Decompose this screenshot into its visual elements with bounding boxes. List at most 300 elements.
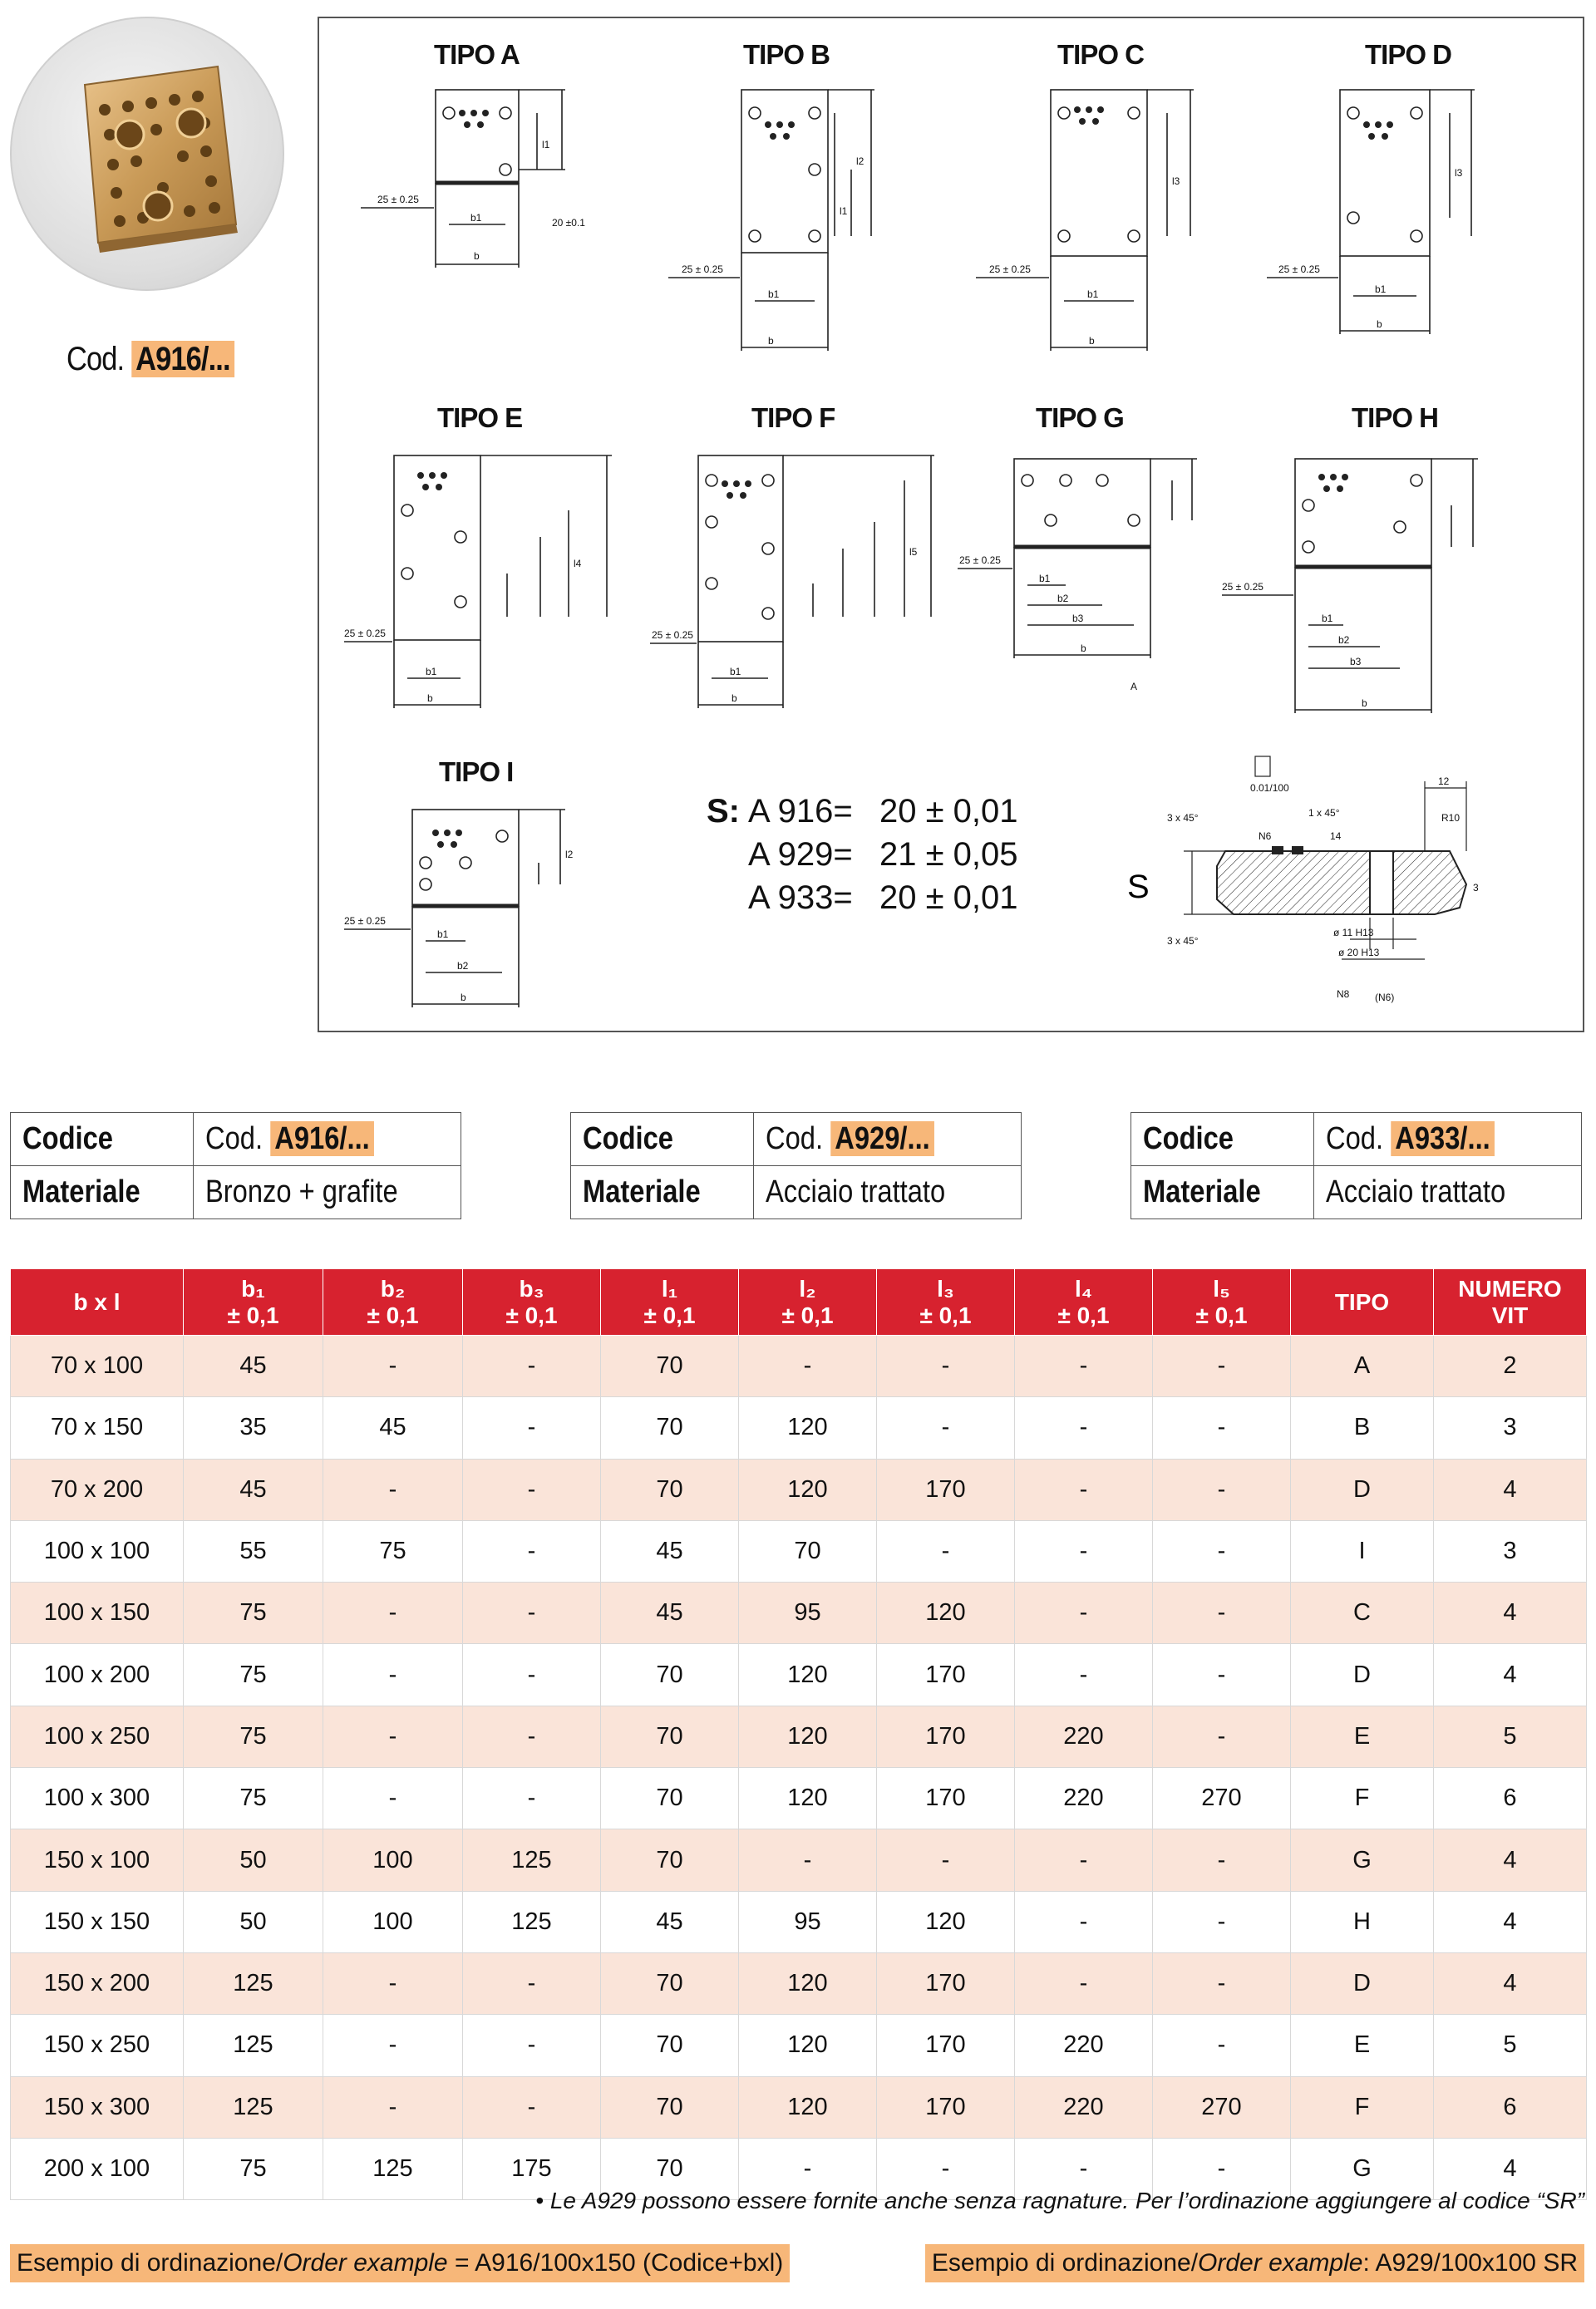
title-tipo-d: TIPO D	[1365, 39, 1452, 70]
table-cell: -	[1015, 1459, 1153, 1520]
code-value: A916/...	[270, 1121, 374, 1156]
table-cell: -	[1015, 1644, 1153, 1706]
header-bottom: ± 0,1	[781, 1302, 834, 1328]
dim-b-b: b	[768, 335, 774, 347]
table-cell: 70	[739, 1520, 877, 1582]
dim-b-d: b	[1377, 318, 1382, 330]
header-top: l₁	[661, 1275, 678, 1302]
table-cell: -	[463, 2015, 601, 2076]
table-cell: -	[1153, 2138, 1291, 2199]
column-header	[11, 1269, 184, 1336]
table-row	[11, 1952, 1587, 2014]
code-value: A929/...	[830, 1121, 934, 1156]
table-cell: 220	[1015, 2076, 1153, 2138]
product-code-caption	[66, 341, 234, 378]
table-cell: 5	[1434, 1706, 1587, 1767]
header-row	[11, 1269, 1587, 1336]
table-cell: -	[1015, 1891, 1153, 1952]
bronze-plate-image	[12, 18, 286, 293]
table-cell: 4	[1434, 1829, 1587, 1891]
column-header	[1153, 1269, 1291, 1336]
table-cell: -	[463, 1397, 601, 1459]
header-bottom: ± 0,1	[367, 1302, 419, 1328]
dim-a-g: A	[1130, 681, 1138, 692]
table-cell: -	[463, 1336, 601, 1397]
table-cell: 45	[601, 1891, 739, 1952]
table-cell: -	[463, 1644, 601, 1706]
header-top: b₁	[241, 1275, 265, 1302]
column-header	[1015, 1269, 1153, 1336]
table-cell: -	[1015, 1829, 1153, 1891]
table-cell: 35	[184, 1397, 323, 1459]
table-row	[11, 1768, 1587, 1829]
table-cell: 70	[601, 1459, 739, 1520]
example-lead: Esempio di ordinazione/	[17, 2249, 283, 2277]
example-rest: : A929/100x100 SR	[1362, 2249, 1578, 2277]
cod-prefix: Cod.	[1326, 1121, 1384, 1156]
table-cell: 50	[184, 1829, 323, 1891]
header-bottom: ± 0,1	[227, 1302, 279, 1328]
codice-label: Codice	[1143, 1121, 1234, 1156]
example-rest: = A916/100x150 (Codice+bxl)	[447, 2249, 784, 2277]
table-cell: 4	[1434, 1952, 1587, 2014]
table-cell: -	[1153, 1891, 1291, 1952]
table-cell: -	[323, 1768, 463, 1829]
table-cell: 125	[184, 1952, 323, 2014]
dim-b-h: b	[1362, 697, 1367, 709]
dim-tol-f: 25 ± 0.25	[652, 629, 693, 641]
table-cell: 70 x 150	[11, 1397, 184, 1459]
section-r10: R10	[1441, 812, 1461, 824]
table-cell: -	[739, 1829, 877, 1891]
table-row	[11, 1891, 1587, 1952]
table-cell: 100	[323, 1829, 463, 1891]
header-top: l₄	[1074, 1275, 1093, 1302]
codice-label: Codice	[583, 1121, 673, 1156]
table-cell: -	[877, 1397, 1015, 1459]
table-cell: 150 x 100	[11, 1829, 184, 1891]
technical-drawing-panel	[318, 17, 1584, 1032]
example-italic: Order example	[1198, 2249, 1363, 2277]
table-cell: E	[1291, 2015, 1434, 2076]
material-box-a933	[1130, 1112, 1582, 1219]
table-cell: 125	[323, 2138, 463, 2199]
table-cell: -	[1015, 1952, 1153, 2014]
table-cell: 170	[877, 1644, 1015, 1706]
dim-tol-g: 25 ± 0.25	[959, 554, 1001, 566]
dim-b-e: b	[427, 692, 433, 704]
table-cell: 50	[184, 1891, 323, 1952]
table-cell: 75	[323, 1520, 463, 1582]
table-cell: -	[1153, 1644, 1291, 1706]
table-cell: 6	[1434, 1768, 1587, 1829]
table-row	[11, 1459, 1587, 1520]
table-cell: 150 x 300	[11, 2076, 184, 2138]
column-header	[601, 1269, 739, 1336]
title-tipo-h: TIPO H	[1352, 402, 1439, 433]
table-cell: F	[1291, 2076, 1434, 2138]
column-header	[877, 1269, 1015, 1336]
table-cell: 270	[1153, 2076, 1291, 2138]
section-chamfer-2: 1 x 45°	[1308, 807, 1340, 819]
table-cell: 120	[739, 1397, 877, 1459]
table-cell: D	[1291, 1644, 1434, 1706]
dim-l3-d: l3	[1455, 167, 1463, 179]
dim-b1-i: b1	[437, 928, 449, 940]
table-cell: 70	[601, 1336, 739, 1397]
header-top: TIPO	[1334, 1288, 1390, 1315]
table-cell: -	[323, 1459, 463, 1520]
table-cell: 100 x 300	[11, 1768, 184, 1829]
table-cell: 45	[601, 1583, 739, 1644]
table-cell: 4	[1434, 1891, 1587, 1952]
table-cell: -	[1153, 1706, 1291, 1767]
table-cell: B	[1291, 1397, 1434, 1459]
table-cell: -	[463, 1706, 601, 1767]
table-cell: -	[877, 1520, 1015, 1582]
dim-b-i: b	[461, 992, 466, 1003]
materiale-label: Materiale	[1143, 1174, 1261, 1209]
table-cell: 70	[601, 1952, 739, 2014]
table-cell: 150 x 250	[11, 2015, 184, 2076]
section-n6: N6	[1259, 830, 1272, 842]
dim-b3-h: b3	[1350, 656, 1362, 667]
table-cell: 75	[184, 1644, 323, 1706]
section-s-label: S	[1127, 869, 1150, 905]
s-row-a933	[707, 876, 1018, 919]
title-tipo-b: TIPO B	[743, 39, 830, 70]
section-d14: 14	[1330, 830, 1342, 842]
table-cell: -	[1153, 2015, 1291, 2076]
code-value: A933/...	[1391, 1121, 1495, 1156]
table-cell: 120	[877, 1891, 1015, 1952]
dim-b2-i: b2	[457, 960, 469, 972]
cross-section	[1127, 756, 1479, 1003]
table-cell: -	[1015, 1520, 1153, 1582]
table-cell: 120	[739, 2076, 877, 2138]
table-cell: -	[323, 1644, 463, 1706]
table-cell: D	[1291, 1952, 1434, 2014]
header-top: b₂	[380, 1275, 406, 1302]
table-cell: 170	[877, 1459, 1015, 1520]
s-value: 20 ± 0,01	[879, 879, 1018, 916]
header-bottom: ± 0,1	[505, 1302, 558, 1328]
dim-h20-a: 20 ±0.1	[552, 217, 585, 229]
dim-l2-i: l2	[565, 849, 574, 860]
dim-b-a: b	[474, 250, 480, 262]
section-d12: 12	[1438, 775, 1450, 787]
table-row	[11, 2076, 1587, 2138]
section-chamfer-1: 3 x 45°	[1167, 812, 1199, 824]
table-cell: 4	[1434, 1644, 1587, 1706]
table-cell: 220	[1015, 2015, 1153, 2076]
caption-prefix: Cod.	[66, 341, 125, 377]
dim-b1-g: b1	[1039, 573, 1051, 584]
s-value: 20 ± 0,01	[879, 793, 1018, 830]
table-cell: 100	[323, 1891, 463, 1952]
dim-b-c: b	[1089, 335, 1095, 347]
dim-b1-d: b1	[1375, 283, 1387, 295]
sr-note: • Le A929 possono essere fornite anche senza ragnature. Per l’ordinazione aggiungere al codice “SR”	[535, 2188, 1584, 2213]
dim-b2-h: b2	[1338, 634, 1350, 646]
header-top: l₃	[937, 1275, 954, 1302]
column-header	[739, 1269, 877, 1336]
table-cell: 70	[601, 1706, 739, 1767]
table-cell: 75	[184, 2138, 323, 2199]
dim-tol-c: 25 ± 0.25	[989, 263, 1031, 275]
order-example-1	[10, 2244, 790, 2282]
table-row	[11, 1644, 1587, 1706]
table-cell: -	[1015, 2138, 1153, 2199]
table-cell: -	[463, 1459, 601, 1520]
table-cell: E	[1291, 1706, 1434, 1767]
table-cell: 220	[1015, 1768, 1153, 1829]
table-cell: 70	[601, 2015, 739, 2076]
table-cell: 45	[601, 1520, 739, 1582]
table-cell: H	[1291, 1891, 1434, 1952]
table-row	[11, 1829, 1587, 1891]
table-cell: 170	[877, 2076, 1015, 2138]
column-header	[1291, 1269, 1434, 1336]
table-cell: 75	[184, 1768, 323, 1829]
dim-b1-h: b1	[1322, 613, 1333, 624]
table-cell: I	[1291, 1520, 1434, 1582]
dim-l5-f: l5	[909, 546, 918, 558]
header-bottom: VIT	[1491, 1302, 1529, 1328]
header-top: b x l	[73, 1288, 121, 1315]
table-cell: -	[1153, 1459, 1291, 1520]
s-code: A 929=	[748, 836, 853, 873]
table-cell: 220	[1015, 1706, 1153, 1767]
dimensions-table	[10, 1268, 1587, 2200]
dim-b3-g: b3	[1072, 613, 1084, 624]
table-cell: C	[1291, 1583, 1434, 1644]
header-top: b₃	[519, 1275, 544, 1302]
table-cell: -	[463, 1520, 601, 1582]
table-cell: 4	[1434, 1583, 1587, 1644]
table-cell: 150 x 200	[11, 1952, 184, 2014]
table-cell: 200 x 100	[11, 2138, 184, 2199]
table-cell: -	[323, 1583, 463, 1644]
table-cell: 125	[463, 1891, 601, 1952]
table-cell: 175	[463, 2138, 601, 2199]
table-cell: -	[1153, 1336, 1291, 1397]
material-value: Acciaio trattato	[766, 1174, 946, 1209]
section-flatness: 0.01/100	[1250, 782, 1289, 794]
dim-l4-e: l4	[574, 558, 582, 569]
table-body	[11, 1336, 1587, 2200]
s-row-a929	[707, 833, 1018, 876]
dim-tol-e: 25 ± 0.25	[344, 628, 386, 639]
table-cell: 45	[184, 1459, 323, 1520]
table-cell: -	[1015, 1583, 1153, 1644]
table-cell: 125	[463, 1829, 601, 1891]
s-row-a916	[707, 790, 1018, 833]
table-cell: -	[323, 1952, 463, 2014]
table-cell: 120	[739, 1459, 877, 1520]
table-cell: 120	[877, 1583, 1015, 1644]
order-example-2	[925, 2244, 1584, 2282]
table-cell: 3	[1434, 1397, 1587, 1459]
dim-b-f: b	[732, 692, 737, 704]
table-cell: 100 x 200	[11, 1644, 184, 1706]
dim-tol-d: 25 ± 0.25	[1278, 263, 1320, 275]
dim-l1-a: l1	[542, 139, 550, 150]
table-cell: 70	[601, 1644, 739, 1706]
table-cell: 70 x 100	[11, 1336, 184, 1397]
table-cell: A	[1291, 1336, 1434, 1397]
table-cell: 70	[601, 2138, 739, 2199]
table-cell: D	[1291, 1459, 1434, 1520]
title-tipo-e: TIPO E	[437, 402, 523, 433]
table-cell: 75	[184, 1583, 323, 1644]
header-bottom: ± 0,1	[643, 1302, 696, 1328]
table-cell: -	[1153, 1397, 1291, 1459]
table-cell: -	[1015, 1397, 1153, 1459]
example-lead: Esempio di ordinazione/	[931, 2249, 1199, 2277]
table-cell: 70	[601, 2076, 739, 2138]
cod-prefix: Cod.	[766, 1121, 824, 1156]
table-cell: -	[877, 1336, 1015, 1397]
section-chamfer-3: 3 x 45°	[1167, 935, 1199, 947]
table-cell: -	[877, 2138, 1015, 2199]
table-cell: -	[1153, 1952, 1291, 2014]
s-label: S:	[707, 793, 740, 830]
dim-l3-c: l3	[1172, 175, 1180, 187]
table-cell: -	[1153, 1520, 1291, 1582]
table-cell: 170	[877, 1768, 1015, 1829]
column-header	[1434, 1269, 1587, 1336]
header-top: l₅	[1213, 1275, 1230, 1302]
table-cell: -	[1153, 1829, 1291, 1891]
dim-b1-e: b1	[426, 666, 437, 677]
header-bottom: ± 0,1	[919, 1302, 972, 1328]
section-d3: 3	[1473, 882, 1479, 894]
table-cell: 70 x 200	[11, 1459, 184, 1520]
table-cell: 95	[739, 1891, 877, 1952]
table-cell: 270	[1153, 1768, 1291, 1829]
column-header	[323, 1269, 463, 1336]
section-n8: N8	[1337, 988, 1350, 1000]
table-header	[11, 1269, 1587, 1336]
title-tipo-a: TIPO A	[434, 39, 520, 70]
table-cell: -	[739, 1336, 877, 1397]
materiale-label: Materiale	[22, 1174, 140, 1209]
s-thickness-values	[707, 790, 1018, 919]
material-box-a929	[570, 1112, 1022, 1219]
table-cell: 120	[739, 1644, 877, 1706]
table-cell: 70	[601, 1829, 739, 1891]
table-cell: G	[1291, 2138, 1434, 2199]
material-value: Acciaio trattato	[1326, 1174, 1506, 1209]
dim-tol-b: 25 ± 0.25	[682, 263, 723, 275]
table-cell: -	[1015, 1336, 1153, 1397]
dim-tol-a: 25 ± 0.25	[377, 194, 419, 205]
table-cell: -	[877, 1829, 1015, 1891]
table-row	[11, 2015, 1587, 2076]
table-cell: -	[463, 1952, 601, 2014]
dim-l2-b: l2	[856, 155, 864, 167]
table-cell: 70	[601, 1768, 739, 1829]
table-cell: 120	[739, 1706, 877, 1767]
table-cell: 4	[1434, 1459, 1587, 1520]
table-cell: -	[739, 2138, 877, 2199]
table-cell: 100 x 100	[11, 1520, 184, 1582]
table-cell: 2	[1434, 1336, 1587, 1397]
table-cell: 70	[601, 1397, 739, 1459]
table-row	[11, 1706, 1587, 1767]
table-cell: -	[323, 2015, 463, 2076]
dim-tol-h: 25 ± 0.25	[1222, 581, 1264, 593]
header-bottom: ± 0,1	[1057, 1302, 1110, 1328]
table-row	[11, 1397, 1587, 1459]
material-value: Bronzo + grafite	[205, 1174, 398, 1209]
section-phi11: ø 11 H13	[1333, 927, 1374, 938]
dim-b1-a: b1	[470, 212, 482, 224]
table-cell: 55	[184, 1520, 323, 1582]
table-row	[11, 1336, 1587, 1397]
header-bottom: ± 0,1	[1195, 1302, 1248, 1328]
table-cell: 170	[877, 2015, 1015, 2076]
example-italic: Order example	[283, 2249, 448, 2277]
table-cell: 95	[739, 1583, 877, 1644]
dim-l1-b: l1	[840, 205, 848, 217]
table-cell: -	[463, 2076, 601, 2138]
dim-tol-i: 25 ± 0.25	[344, 915, 386, 927]
table-cell: -	[323, 1706, 463, 1767]
dim-b1-f: b1	[730, 666, 741, 677]
table-cell: -	[463, 1583, 601, 1644]
table-cell: 3	[1434, 1520, 1587, 1582]
table-cell: 120	[739, 1768, 877, 1829]
table-cell: 120	[739, 2015, 877, 2076]
header-top: NUMERO	[1458, 1275, 1562, 1302]
table-cell: 150 x 150	[11, 1891, 184, 1952]
codice-label: Codice	[22, 1121, 113, 1156]
table-cell: -	[463, 1768, 601, 1829]
table-cell: G	[1291, 1829, 1434, 1891]
cod-prefix: Cod.	[205, 1121, 264, 1156]
table-cell: 45	[184, 1336, 323, 1397]
s-value: 21 ± 0,05	[879, 836, 1018, 873]
s-code: A 916=	[748, 793, 853, 830]
dim-b-g: b	[1081, 642, 1086, 654]
table-row	[11, 1583, 1587, 1644]
product-photo	[10, 17, 284, 291]
title-tipo-g: TIPO G	[1036, 402, 1124, 433]
table-cell: 170	[877, 1706, 1015, 1767]
dim-b1-c: b1	[1087, 288, 1099, 300]
table-cell: 45	[323, 1397, 463, 1459]
table-cell: 100 x 250	[11, 1706, 184, 1767]
title-tipo-f: TIPO F	[751, 402, 835, 433]
table-cell: 6	[1434, 2076, 1587, 2138]
table-cell: 4	[1434, 2138, 1587, 2199]
header-top: l₂	[799, 1275, 816, 1302]
title-tipo-i: TIPO I	[439, 756, 514, 787]
table-cell: 100 x 150	[11, 1583, 184, 1644]
section-n6b: (N6)	[1375, 992, 1395, 1003]
s-code: A 933=	[748, 879, 853, 916]
table-cell: -	[323, 2076, 463, 2138]
table-cell: -	[323, 1336, 463, 1397]
table-cell: F	[1291, 1768, 1434, 1829]
table-cell: 75	[184, 1706, 323, 1767]
column-header	[463, 1269, 601, 1336]
materiale-label: Materiale	[583, 1174, 701, 1209]
caption-code: A916/...	[131, 341, 234, 377]
section-phi20: ø 20 H13	[1338, 947, 1380, 958]
